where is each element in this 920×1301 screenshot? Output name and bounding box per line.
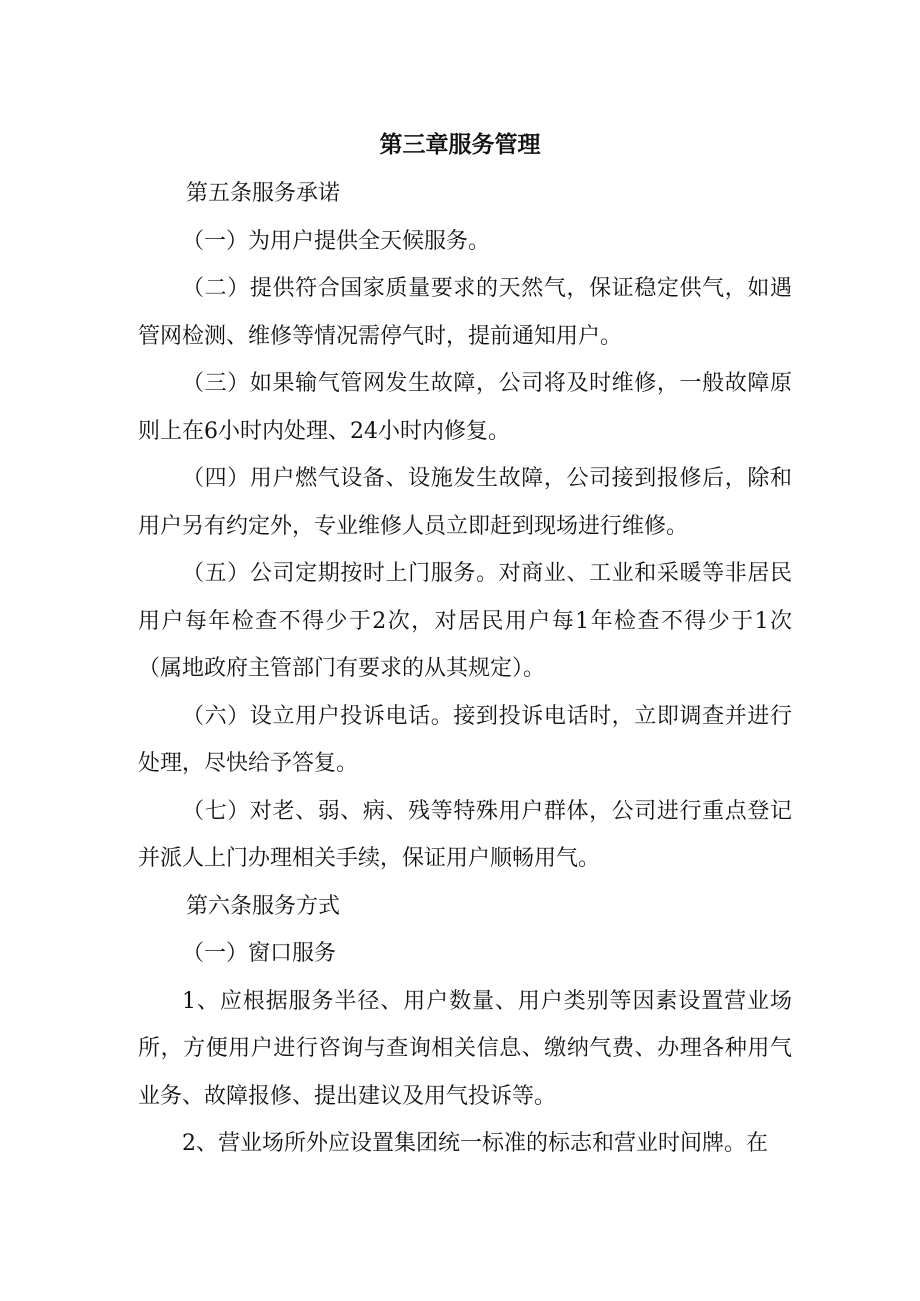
- document-body: [138, 170, 792, 1168]
- paragraph: （一）窗口服务: [182, 941, 337, 966]
- paragraph: 1、应根据服务半径、用户数量、用户类别等因素设置营业场所，方便用户进行咨询与查询相关信息、缴纳气费、办理各种用气业务、故障报修、提出建议及用气投诉等。: [138, 988, 792, 1109]
- paragraph: （六）设立用户投诉电话。接到投诉电话时，立即调查并进行处理，尽快给予答复。: [138, 703, 792, 776]
- chapter-title: 第三章服务管理: [379, 131, 541, 158]
- paragraph: （二）提供符合国家质量要求的天然气，保证稳定供气，如遇管网检测、维修等情况需停气时，提前通知用户。: [138, 276, 792, 349]
- paragraph: （七）对老、弱、病、残等特殊用户群体，公司进行重点登记并派人上门办理相关手续，保证用户顺畅用气。: [138, 798, 792, 871]
- paragraph: （一）为用户提供全天候服务。: [182, 228, 491, 254]
- article-heading: 第六条服务方式: [186, 893, 341, 919]
- paragraph: 2、营业场所外应设置集团统一标准的标志和营业时间牌。在: [182, 1131, 768, 1156]
- paragraph: （五）公司定期按时上门服务。对商业、工业和采暖等非居民用户每年检查不得少于2次，对居民用户每1年检查不得少于1次（属地政府主管部门有要求的从其规定）。: [138, 561, 792, 681]
- paragraph: （四）用户燃气设备、设施发生故障，公司接到报修后，除和用户另有约定外，专业维修人员立即赶到现场进行维修。: [138, 466, 792, 539]
- paragraph: （三）如果输气管网发生故障，公司将及时维修，一般故障原则上在6小时内处理、24小时内修复。: [138, 371, 792, 444]
- article-heading: 第五条服务承诺: [186, 181, 341, 206]
